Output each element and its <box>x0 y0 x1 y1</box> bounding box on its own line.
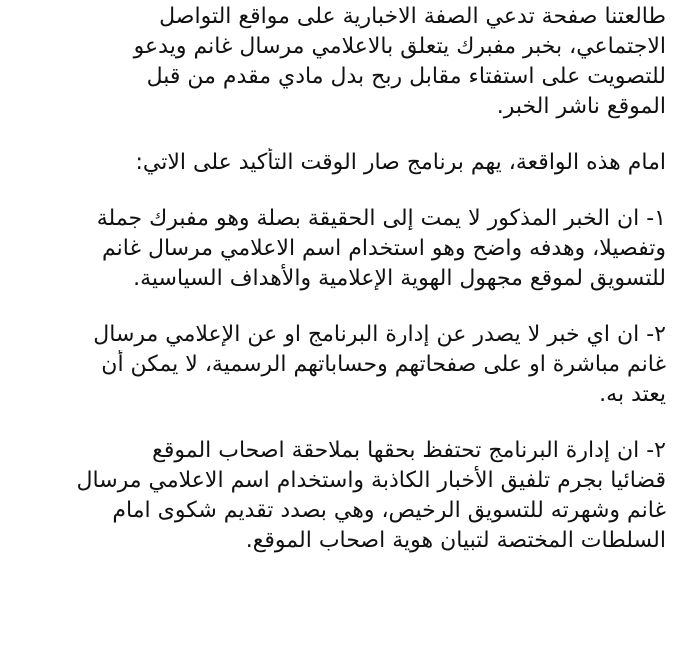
text-line: قضائيا بجرم تلفيق الأخبار الكاذبة واستخدام اسم الاعلامي مرسال <box>76 468 666 493</box>
text-line: غانم وشهرته للتسويق الرخيص، وهي بصدد تقديم شكوى امام <box>112 498 666 523</box>
paragraph-spacer <box>14 294 666 320</box>
point-three-paragraph <box>14 436 666 556</box>
text-line: طالعتنا صفحة تدعي الصفة الاخبارية على مواقع التواصل <box>159 4 666 29</box>
intro-paragraph <box>14 2 666 122</box>
text-line: الموقع ناشر الخبر. <box>496 94 666 119</box>
point-two-paragraph <box>14 320 666 410</box>
text-line: ١- ان الخبر المذكور لا يمت إلى الحقيقة بصلة وهو مفبرك جملة <box>96 206 666 231</box>
text-line: وتفصيلا، وهدفه واضح وهو استخدام اسم الاعلامي مرسال غانم <box>102 236 666 261</box>
paragraph-spacer <box>14 410 666 436</box>
text-line: الاجتماعي، بخبر مفبرك يتعلق بالاعلامي مرسال غانم ويدعو <box>133 34 666 59</box>
text-line: للتصويت على استفتاء مقابل ربح بدل مادي مقدم من قبل <box>146 64 666 89</box>
text-line: ٢- ان إدارة البرنامج تحتفظ بحقها بملاحقة اصحاب الموقع <box>152 438 666 463</box>
point-one-paragraph <box>14 204 666 294</box>
paragraph-spacer <box>14 122 666 148</box>
text-line: يعتد به. <box>599 382 666 407</box>
text-line: ٢- ان اي خبر لا يصدر عن إدارة البرنامج او عن الإعلامي مرسال <box>93 322 666 347</box>
text-line: غانم مباشرة او على صفحاتهم وحساباتهم الرسمية، لا يمكن أن <box>101 352 666 377</box>
text-line: للتسويق لموقع مجهول الهوية الإعلامية والأهداف السياسية. <box>133 266 666 291</box>
lead-in-paragraph <box>14 148 666 178</box>
text-line: امام هذه الواقعة، يهم برنامج صار الوقت التأكيد على الاتي: <box>135 150 666 175</box>
paragraph-spacer <box>14 178 666 204</box>
text-line: السلطات المختصة لتبيان هوية اصحاب الموقع. <box>245 528 666 553</box>
